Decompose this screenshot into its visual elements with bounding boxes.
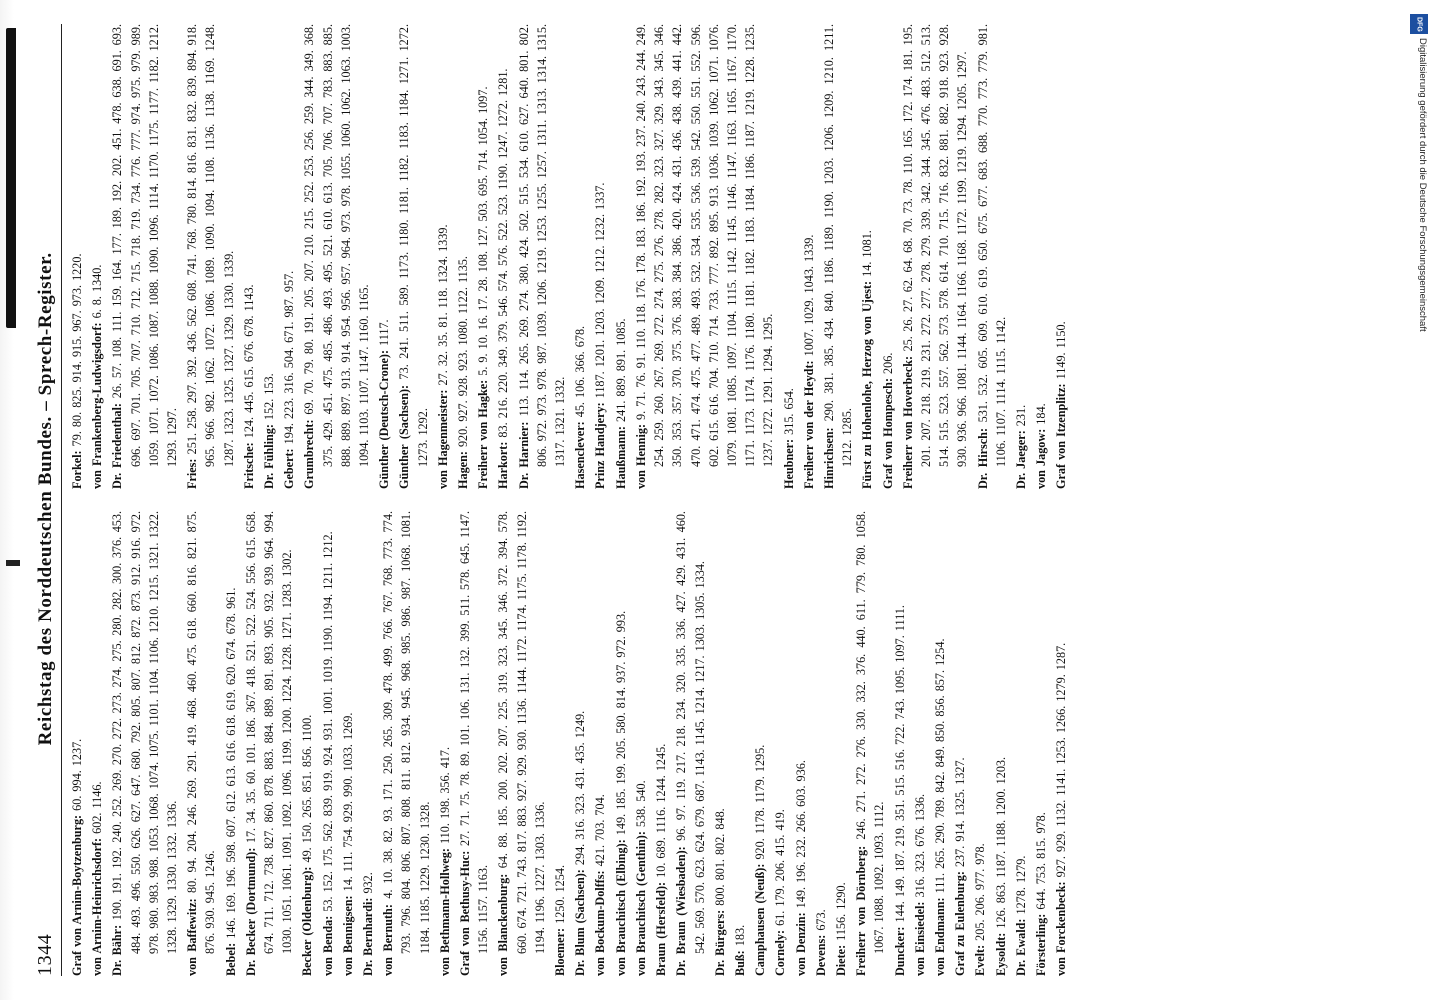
page-references: 69. 70. 79. 80. 191. 205. 207. 210. 215. 252. 253. 256. 259. 344. 349. 368. 375. 429. 451. 475. 485. 486. 493. 495. 521. 610. 613. 705. 706. 707. 783. 883. 885. 888. 889. 897. 913. 914. 954. 956. 957. 964. 973. 978. 1055. 1060. 1062. 1063. 1003. 1094. 1103. 1107. 1147. 1160. 1165.: [302, 24, 372, 467]
page-references: 184.: [1034, 403, 1049, 425]
register-entry: [436, 511, 454, 976]
page-references: 190. 191. 192. 240. 252. 269. 270. 272. 273. 274. 275. 280. 282. 300. 376. 453. 484. 493. 496. 550. 626. 627. 647. 680. 792. 805. 807. 812. 872. 873. 912. 916. 972. 978. 980. 983. 988. 1053. 1068. 1074. 1075. 1101. 1104. 1106. 1210. 1215. 1321. 1322. 1328. 1329. 1330. 1332. 1336.: [110, 511, 180, 954]
speaker-name: Cornely:: [773, 929, 788, 976]
register-entry: [800, 24, 818, 489]
speaker-name: Graf von Bethusy-Huc:: [458, 850, 473, 976]
speaker-name: Dr. Friedenthal:: [110, 403, 125, 489]
register-entry: [974, 24, 1010, 489]
page-references: 927. 929. 1132. 1141. 1253. 1266. 1279. 1287.: [1054, 642, 1069, 878]
speaker-name: Günther (Sachsen):: [397, 384, 412, 489]
register-entry: [434, 24, 452, 489]
register-entry: [1032, 24, 1050, 489]
speaker-name: Freiherr von Hagke:: [476, 379, 491, 489]
speaker-name: von Jagow:: [1034, 428, 1049, 489]
speaker-name: von Bethmann-Hollweg:: [437, 848, 452, 976]
page-references: 144. 149. 187. 219. 351. 515. 516. 722. 743. 1095. 1097. 1111.: [892, 605, 907, 923]
speaker-name: Buß:: [732, 950, 747, 976]
speaker-name: Hagen:: [456, 451, 471, 489]
register-entry: [632, 511, 650, 976]
speaker-name: Bloemer:: [553, 927, 568, 976]
page-references: 83. 216. 220. 349. 379. 546. 574. 576. 522. 523. 1190. 1247. 1272. 1281.: [496, 68, 511, 438]
page-references: 45. 106. 366. 678.: [573, 325, 588, 418]
scan-artifact-dot: [6, 560, 20, 566]
register-entry: [474, 24, 492, 489]
speaker-name: Freiherr von Dörnberg:: [854, 845, 869, 976]
speaker-name: Bebel:: [223, 942, 238, 976]
page-references: 149. 196. 232. 266. 603. 936.: [793, 760, 808, 909]
register-entry: [68, 24, 86, 489]
page-references: 5. 9. 10. 16. 17. 28. 108. 127. 503. 695. 714. 1054. 1097.: [476, 86, 491, 376]
register-entry: [612, 511, 630, 976]
speaker-name: von Baffewitz:: [185, 898, 200, 976]
page-references: 1117.: [377, 319, 392, 346]
dfg-funding-notice: Digitalisierung gefördert durch die Deutsche Forschungsgemeinschaft: [1417, 38, 1428, 332]
register-entry: [280, 24, 298, 489]
page-references: 27. 71. 75. 78. 89. 101. 106. 131. 132. 399. 511. 578. 645. 1147. 1156. 1157. 1163.: [458, 511, 491, 954]
register-entry: [612, 24, 630, 489]
register-entry: [1052, 511, 1070, 976]
page-references: 124. 445. 615. 676. 678. 1143.: [241, 284, 256, 439]
page-references: 315. 654.: [781, 388, 796, 435]
speaker-name: von Denzin:: [793, 912, 808, 976]
speaker-name: Graf von Itzenplitz:: [1054, 383, 1069, 489]
speaker-name: von Hennig:: [633, 424, 648, 489]
page-title: Reichstag des Norddeutschen Bundes. – Sprech-Register.: [35, 252, 56, 746]
rotated-register-page: [24, 8, 1414, 992]
speaker-name: Harkort:: [496, 441, 511, 489]
speaker-name: von Benda:: [320, 915, 335, 976]
register-entry: [992, 511, 1010, 976]
page-references: 4. 10. 38. 82. 93. 171. 250. 265. 309. 478. 499. 766. 767. 768. 773. 774. 793. 796. 804. 806. 807. 808. 811. 812. 934. 945. 968. 985. 986. 987. 1068. 1081. 1184. 1185. 1229. 1230. 1328.: [381, 511, 432, 954]
register-entry: [454, 24, 472, 489]
speaker-name: Hinrichsen:: [821, 427, 836, 489]
register-entry: [222, 511, 240, 976]
page-references: 110. 198. 356. 417.: [437, 746, 452, 844]
register-entry: [108, 511, 181, 976]
speaker-name: Fürst zu Hohenlohe, Herzog von Ujest:: [860, 280, 875, 489]
speaker-name: Freiherr von Hoverbeck:: [900, 355, 915, 489]
page-references: 531. 532. 605. 609. 610. 619. 650. 675. 677. 683. 688. 770. 773. 779. 981. 1106. 1107. 1114. 1115. 1142.: [975, 24, 1008, 467]
speaker-name: Dr. Braun (Wiesbaden):: [674, 846, 689, 976]
speaker-name: von Forckenbeck:: [1054, 881, 1069, 976]
page-references: 1007. 1029. 1043. 1339.: [801, 234, 816, 357]
speaker-name: Graf von Arnim-Boytzenburg:: [70, 814, 84, 976]
page-references: 9. 71. 76. 91. 110. 118. 176. 178. 183. 186. 192. 193. 237. 240. 243. 244. 249. 254. 259. 260. 267. 269. 272. 274. 275. 276. 278. 282. 323. 327. 329. 343. 345. 346. 350. 353. 357. 370. 375. 376. 383. 384. 386. 420. 424. 431. 436. 438. 439. 441. 442. 470. 471. 474. 475. 477. 489. 493. 532. 534. 535. 536. 539. 542. 550. 551. 552. 596. 602. 615. 616. 704. 710. 714. 733. 777. 892. 895. 913. 1036. 1039. 1062. 1071. 1076. 1079. 1081. 1085. 1097. 1104. 1115. 1142. 1145. 1146. 1147. 1163. 1165. 1167. 1170. 1171. 1173. 1174. 1176. 1180. 1181. 1182. 1183. 1184. 1186. 1187. 1219. 1228. 1235. 1237. 1272. 1291. 1294. 1295.: [633, 24, 776, 467]
page-references: 111. 265. 290. 789. 842. 849. 850. 856. 857. 1254.: [932, 638, 947, 894]
speaker-name: von Einsiedel:: [912, 901, 927, 976]
speaker-name: von Hagenmeister:: [435, 389, 450, 489]
register-entry: [183, 24, 238, 489]
register-entry: [242, 511, 297, 976]
page-references: 183.: [732, 924, 747, 947]
register-entry: [858, 24, 876, 489]
page-references: 251. 258. 297. 392. 436. 562. 608. 741. 768. 780. 814. 816. 831. 832. 839. 894. 918. 965. 966. 982. 1062. 1072. 1086. 1089. 1090. 1094. 1108. 1136. 1138. 1169. 1248. 1287. 1323. 1325. 1327. 1329. 1330. 1339.: [185, 24, 236, 467]
register-entry: [339, 511, 357, 976]
page-references: 14. 1081.: [860, 230, 875, 277]
speaker-name: von Blanckenburg:: [496, 873, 511, 976]
register-entry: [375, 24, 393, 489]
speaker-name: Dr. Bernhardi:: [361, 897, 376, 976]
page-references: 920. 927. 928. 923. 1080. 1122. 1135.: [456, 256, 471, 448]
register-entry: [931, 511, 949, 976]
page-references: 316. 323. 676. 1336.: [912, 793, 927, 898]
register-entry: [891, 511, 909, 976]
page-references: 113. 114. 265. 269. 274. 380. 424. 502. 515. 534. 610. 627. 640. 801. 802. 806. 972. 973. 978. 987. 1039. 1206. 1219. 1253. 1255. 1257. 1311. 1313. 1314. 1315. 1317. 1321. 1332.: [516, 24, 568, 467]
page-references: 644. 753. 815. 978.: [1033, 812, 1048, 910]
register-entry: [319, 511, 337, 976]
register-entry: [1012, 511, 1030, 976]
dfg-stamp: [1406, 6, 1432, 706]
page-references: 290. 381. 385. 434. 840. 1186. 1189. 1190. 1203. 1206. 1209. 1210. 1211. 1212. 1285.: [821, 24, 855, 467]
page-references: 60. 994. 1237.: [70, 738, 84, 811]
register-entry: [899, 24, 972, 489]
page-references: 241. 889. 891. 1085.: [613, 318, 628, 422]
speaker-name: Duncker:: [892, 926, 907, 976]
register-entry: [731, 511, 749, 976]
speaker-name: Dr. Fühling:: [262, 424, 277, 489]
speaker-name: Forkel:: [70, 450, 84, 489]
register-entry: [456, 511, 492, 976]
speaker-name: von Brauchitsch (Elbing):: [613, 839, 628, 976]
speaker-name: von Bennigsen:: [340, 895, 355, 976]
speaker-name: Evelt:: [973, 944, 988, 976]
speaker-name: Günther (Deutsch-Crone):: [377, 349, 392, 489]
speaker-name: Dr. Blum (Sachsen):: [573, 869, 588, 976]
speaker-name: Becker (Oldenburg):: [300, 866, 315, 976]
register-column-left: [68, 511, 1392, 976]
speaker-name: Dr. Bürgers:: [712, 909, 727, 976]
speaker-name: Camphausen (Neuß):: [753, 863, 768, 976]
speaker-name: von Frankenberg-Ludwigsdorf:: [90, 322, 105, 489]
register-entry: [260, 24, 278, 489]
page-references: 602. 1146.: [90, 781, 105, 834]
page-references: 1278. 1279.: [1013, 855, 1028, 915]
speaker-name: Försterling:: [1033, 913, 1048, 976]
register-entry: [298, 511, 316, 976]
speaker-name: Prinz Handjery:: [593, 402, 608, 489]
speaker-name: Graf zu Eulenburg:: [953, 871, 968, 976]
speaker-name: Braun (Hersfeld):: [654, 881, 669, 976]
register-entry: [88, 511, 106, 976]
page-number: 1344: [34, 933, 56, 976]
register-entry: [88, 24, 106, 489]
register-entry: [951, 511, 969, 976]
page-references: 17. 34. 35. 60. 101. 186. 367. 418. 521. 522. 524. 556. 615. 658. 674. 711. 712. 738. 827. 860. 878. 883. 884. 889. 891. 893. 905. 932. 939. 964. 994. 1030. 1051. 1061. 1091. 1092. 1096. 1199. 1200. 1224. 1228. 1271. 1283. 1302.: [243, 511, 295, 954]
page-references: 421. 703. 704.: [593, 794, 608, 867]
register-entry: [672, 511, 708, 976]
register-entry: [852, 511, 888, 976]
register-entry: [820, 24, 856, 489]
page-references: 126. 863. 1187. 1188. 1200. 1203.: [993, 756, 1008, 929]
speaker-name: von Endmann:: [932, 897, 947, 976]
page-references: 152. 153.: [262, 373, 277, 421]
page-references: 1156. 1290.: [833, 882, 848, 941]
page-references: 932.: [361, 872, 376, 894]
register-entry: [108, 24, 181, 489]
page-references: 920. 1178. 1179. 1295.: [753, 744, 768, 860]
speaker-name: von Arnim-Heinrichsdorf:: [90, 837, 105, 976]
page-references: 10. 689. 1116. 1244. 1245.: [654, 743, 669, 878]
register-entry: [515, 24, 570, 489]
speaker-name: Dr. Harnier:: [516, 421, 531, 489]
register-entry: [879, 24, 897, 489]
register-entry: [494, 24, 512, 489]
page-references: 246. 271. 272. 276. 330. 332. 376. 440. 611. 779. 780. 1058. 1067. 1088. 1092. 1093. 1112.: [854, 511, 887, 954]
page-references: 146. 169. 196. 598. 607. 612. 613. 616. 618. 619. 620. 674. 678. 961.: [223, 587, 238, 939]
register-entry: [494, 511, 549, 976]
speaker-name: Haußmann:: [613, 426, 628, 489]
register-entry: [571, 511, 589, 976]
page-references: 538. 540.: [633, 780, 648, 828]
speaker-name: Dr. Bähr:: [110, 924, 125, 976]
speaker-name: von Bockum-Dolffs:: [593, 870, 608, 976]
page-references: 194. 223. 316. 504. 671. 987. 957.: [282, 270, 297, 445]
page-references: 294. 316. 323. 431. 435. 1249.: [573, 710, 588, 866]
speaker-name: Dr. Jaeger:: [1013, 430, 1028, 489]
register-entry: [792, 511, 810, 976]
speaker-name: Eysoldt:: [993, 932, 1008, 976]
page-references: 206.: [880, 352, 895, 374]
register-entry: [911, 511, 929, 976]
register-entry: [1052, 24, 1070, 489]
register-entry: [1012, 24, 1030, 489]
register-entry: [780, 24, 798, 489]
register-entry: [1032, 511, 1050, 976]
speaker-name: von Brauchitsch (Genthin):: [633, 831, 648, 976]
register-entry: [68, 511, 86, 976]
speaker-name: Devens:: [813, 934, 828, 976]
register-entry: [591, 24, 609, 489]
page-references: 231.: [1013, 404, 1028, 427]
page-references: 61. 179. 206. 415. 419.: [773, 809, 788, 926]
speaker-name: von Bernuth:: [381, 904, 396, 976]
page-references: 14. 111. 754. 929. 990. 1033. 1269.: [340, 712, 355, 892]
speaker-name: Grumbrecht:: [302, 419, 317, 489]
page-references: 96. 97. 119. 217. 218. 234. 320. 335. 336. 427. 429. 431. 460. 542. 569. 570. 623. 624. 679. 687. 1143. 1145. 1214. 1217. 1303. 1305. 1334.: [674, 511, 707, 954]
register-entry: [379, 511, 434, 976]
page-references: 25. 26. 27. 62. 64. 68. 70. 73. 78. 110. 165. 172. 174. 181. 195. 201. 207. 218. 219. 231. 272. 277. 278. 279. 339. 342. 344. 345. 476. 483. 512. 513. 514. 515. 523. 557. 562. 573. 578. 614. 710. 715. 716. 832. 881. 882. 918. 923. 928. 930. 936. 966. 1081. 1144. 1164. 1166. 1168. 1172. 1199. 1219. 1294. 1205. 1297.: [900, 24, 970, 467]
speaker-name: Hasenclever:: [573, 421, 588, 489]
page-references: 1149. 1150.: [1054, 321, 1069, 380]
page-header: [34, 24, 62, 976]
register-entry: [591, 511, 609, 976]
speaker-name: Dr. Ewald:: [1013, 918, 1028, 976]
speaker-name: Diete:: [833, 944, 848, 976]
page-references: 237. 914. 1325. 1327.: [953, 757, 968, 868]
page-references: 205. 206. 977. 978.: [973, 843, 988, 941]
speaker-name: Freiherr von der Heydt:: [801, 360, 816, 489]
register-entry: [832, 511, 850, 976]
speaker-name: Fritsche:: [241, 442, 256, 489]
register-entry: [183, 511, 219, 976]
register-entry: [812, 511, 830, 976]
register-entry: [771, 511, 789, 976]
register-columns: [68, 24, 1392, 976]
speaker-name: Dr. Hirsch:: [975, 427, 990, 489]
speaker-name: Graf von Hompesch:: [880, 377, 895, 489]
register-entry: [711, 511, 729, 976]
register-entry: [300, 24, 373, 489]
page-references: 53. 152. 175. 562. 839. 919. 924. 931. 1001. 1019. 1190. 1194. 1211. 1212.: [320, 531, 335, 912]
page-references: 79. 80. 825. 914. 915. 967. 973. 1220.: [70, 253, 84, 447]
page-references: 27. 32. 35. 81. 118. 1324. 1339.: [435, 224, 450, 386]
page-references: 49. 150. 265. 851. 856. 1100.: [300, 714, 315, 863]
register-entry: [395, 24, 431, 489]
page-references: 80. 94. 204. 246. 269. 291. 419. 468. 460. 475. 618. 660. 816. 821. 875. 876. 930. 945. 1246.: [185, 511, 218, 954]
page-references: 6. 8. 1340.: [90, 264, 105, 319]
page-references: 1187. 1201. 1203. 1209. 1212. 1232. 1337.: [593, 182, 608, 399]
page-references: 64. 88. 185. 200. 202. 207. 225. 319. 323. 345. 346. 372. 394. 578. 660. 674. 721. 743. 817. 883. 927. 929. 930. 1136. 1144. 1172. 1174. 1175. 1178. 1192. 1194. 1196. 1227. 1303. 1336.: [496, 511, 547, 954]
register-entry: [571, 24, 589, 489]
page-references: 673.: [813, 909, 828, 931]
register-entry: [551, 511, 569, 976]
register-entry: [971, 511, 989, 976]
page-references: 149. 185. 199. 205. 580. 814. 937. 972. 993.: [613, 610, 628, 836]
register-entry: [751, 511, 769, 976]
register-column-right: [68, 24, 1392, 489]
page-references: 1250. 1254.: [553, 865, 568, 924]
page-references: 73. 241. 511. 589. 1173. 1180. 1181. 1182. 1183. 1184. 1271. 1272. 1273. 1292.: [397, 24, 430, 467]
register-entry: [632, 24, 778, 489]
page-references: 26. 57. 108. 111. 159. 164. 177. 189. 192. 202. 451. 478. 638. 691. 693. 696. 697. 701. 705. 707. 710. 712. 715. 718. 719. 734. 776. 777. 974. 975. 979. 989. 1059. 1071. 1072. 1086. 1087. 1088. 1090. 1096. 1114. 1170. 1175. 1177. 1182. 1212. 1293. 1297.: [110, 24, 180, 467]
dfg-logo: DFG: [1410, 14, 1428, 34]
speaker-name: Heubner:: [781, 438, 796, 489]
speaker-name: Fries:: [185, 458, 200, 489]
speaker-name: Dr. Becker (Dortmund):: [243, 847, 258, 976]
register-entry: [359, 511, 377, 976]
speaker-name: Gebert:: [282, 448, 297, 489]
register-entry: [240, 24, 258, 489]
page-references: 800. 801. 802. 848.: [712, 808, 727, 906]
register-entry: [652, 511, 670, 976]
